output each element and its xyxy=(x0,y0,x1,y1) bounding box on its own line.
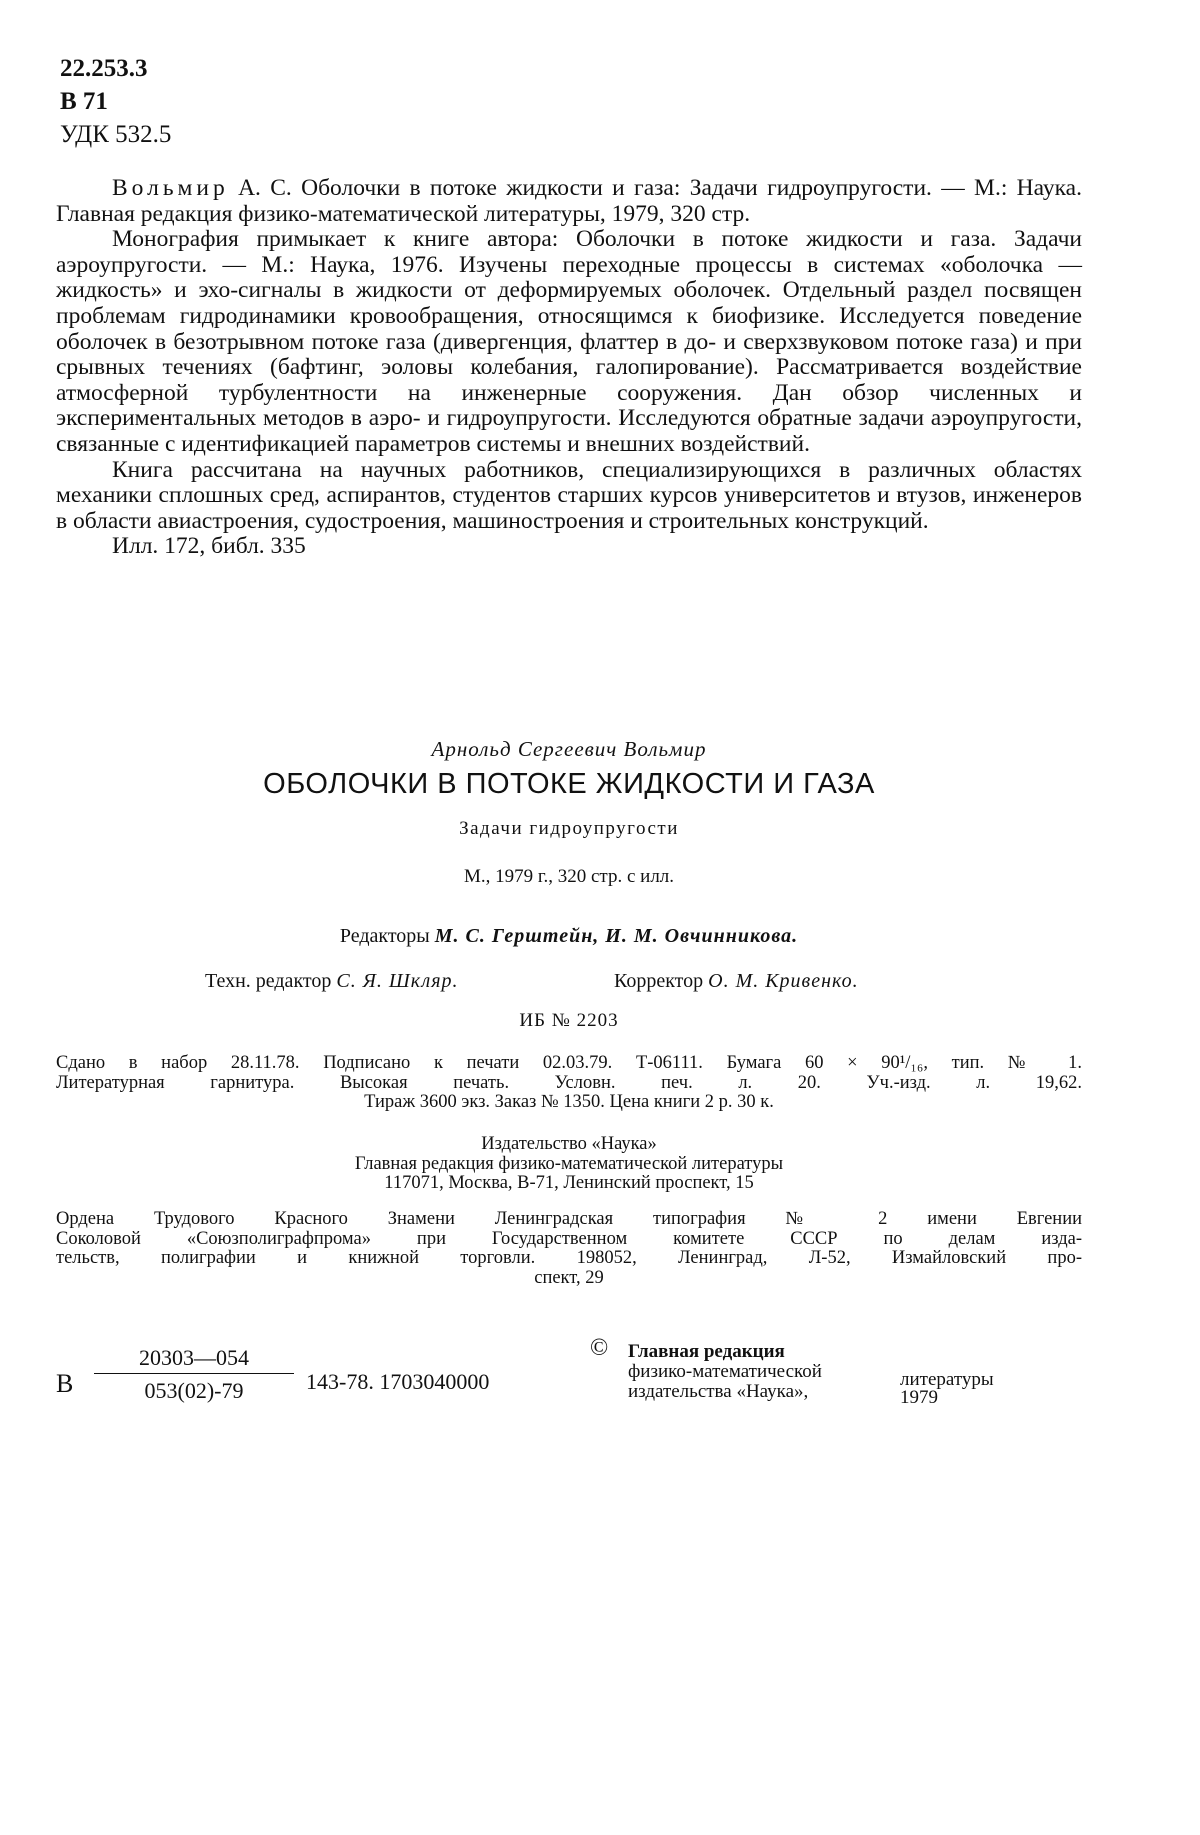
copyright-line-3: издательства «Наука», xyxy=(628,1381,809,1402)
printer-line-3: тельств, полиграфии и книжной торговли. 198052, Ленинград, Л-52, Измайловский про- xyxy=(56,1248,1082,1268)
copyright-line-1: Главная редакция xyxy=(628,1341,785,1362)
copyright-line-2b: литературы xyxy=(900,1369,994,1390)
printer-line-2: Соколовой «Союзполиграфпрома» при Государственном комитете СССР по делам изда- xyxy=(56,1228,1082,1249)
print-line-2: Литературная гарнитура. Высокая печать. Условн. печ. л. 20. Уч.-изд. л. 19,62. xyxy=(56,1072,1082,1093)
author-full-name: Арнольд Сергеевич Вольмир xyxy=(431,737,707,761)
index-rest: 143-78. 1703040000 xyxy=(306,1369,490,1394)
proofreader-name: О. М. Кривенко. xyxy=(708,970,859,992)
book-title: ОБОЛОЧКИ В ПОТОКЕ ЖИДКОСТИ И ГАЗА xyxy=(263,768,875,800)
editors-line xyxy=(56,925,1082,948)
udc-code: УДК 532.5 xyxy=(60,121,172,148)
proofreader-line xyxy=(614,970,859,993)
publisher-name: Издательство «Наука» xyxy=(481,1134,657,1154)
annotation-paragraph: Монография примыкает к книге автора: Оболочки в потоке жидкости и газа. Задачи аэроупругости. — М.: Наука, 1976. Изучены переходные процессы в системах «оболочка — жидкость» и эхо-сигналы в жидкости от деформируемых оболочек. Отдельный раздел посвящен проблемам гидродинамики кровообращения, относящимся к биофизике. Исследуется поведение оболочек в безотрывном потоке газа (дивергенция, флаттер в до- и сверхзвуковом потоке газа) и при срывных течениях (бафтинг, эоловы колебания, галопирование). Рассматривается воздействие атмосферной турбулентности на инженерные сооружения. Дан обзор численных и экспериментальных методов в аэро- и гидроупругости. Исследуются обратные задачи аэроупругости, связанные с идентификацией параметров системы и внешних воздействий. xyxy=(56,226,1082,457)
index-fraction xyxy=(94,1345,294,1404)
book-subtitle: Задачи гидроупругости xyxy=(459,818,679,839)
bibliographic-rest: А. С. Оболочки в потоке жидкости и газа: Задачи гидроупругости. — М.: Наука. Главная редакция физико-математической литературы, 1979, 320 стр. xyxy=(56,175,1082,227)
author-surname: Вольмир xyxy=(112,175,229,201)
print-details xyxy=(56,1054,1082,1113)
copyright-line-2: физико-математической xyxy=(628,1361,822,1382)
tech-editor-label: Техн. редактор xyxy=(205,970,337,992)
illustration-count: Илл. 172, библ. 335 xyxy=(112,533,306,560)
index-denominator: 053(02)-79 xyxy=(144,1378,244,1403)
abstract-block xyxy=(56,176,1082,560)
classification-codes xyxy=(60,52,171,151)
bbk-code: 22.253.3 xyxy=(60,55,148,82)
printer-line-4: спект, 29 xyxy=(534,1267,604,1288)
editors-label: Редакторы xyxy=(339,925,435,947)
index-letter: В xyxy=(56,1369,74,1398)
proofreader-label: Корректор xyxy=(614,970,709,992)
publisher-block xyxy=(56,1135,1082,1194)
printer-block xyxy=(56,1210,1082,1288)
publication-info: М., 1979 г., 320 стр. с илл. xyxy=(463,866,675,887)
print-line-1: Сдано в набор 28.11.78. Подписано к печати 02.03.79. Т-06111. Бумага 60 × 90¹/₁₆, тип. № 1. xyxy=(56,1053,1082,1073)
audience-paragraph: Книга рассчитана на научных работников, специализирующихся в различных областях механики сплошных сред, аспирантов, студентов старших курсов университетов и втузов, инженеров в области авиастроения, судостроения, машиностроения и строительных конструкций. xyxy=(56,456,1082,534)
editors-names: М. С. Герштейн, И. М. Овчинникова. xyxy=(434,925,799,947)
print-line-3: Тираж 3600 экз. Заказ № 1350. Цена книги 2 р. 30 к. xyxy=(364,1092,774,1112)
publisher-division: Главная редакция физико-математической литературы xyxy=(354,1153,784,1174)
publisher-address: 117071, Москва, В-71, Ленинский проспект, 15 xyxy=(384,1173,754,1193)
bibliographic-entry xyxy=(56,176,1082,227)
shelf-code: В 71 xyxy=(60,88,108,115)
tech-editor-name: С. Я. Шкляр. xyxy=(336,970,459,992)
tech-editor-line xyxy=(205,970,459,993)
copyright-icon: © xyxy=(590,1335,609,1361)
index-numerator: 20303—054 xyxy=(94,1345,294,1374)
printer-line-1: Ордена Трудового Красного Знамени Ленинградская типография № 2 имени Евгении xyxy=(56,1209,1082,1229)
ib-number: ИБ № 2203 xyxy=(519,1010,619,1031)
copyright-year: 1979 xyxy=(900,1387,938,1408)
